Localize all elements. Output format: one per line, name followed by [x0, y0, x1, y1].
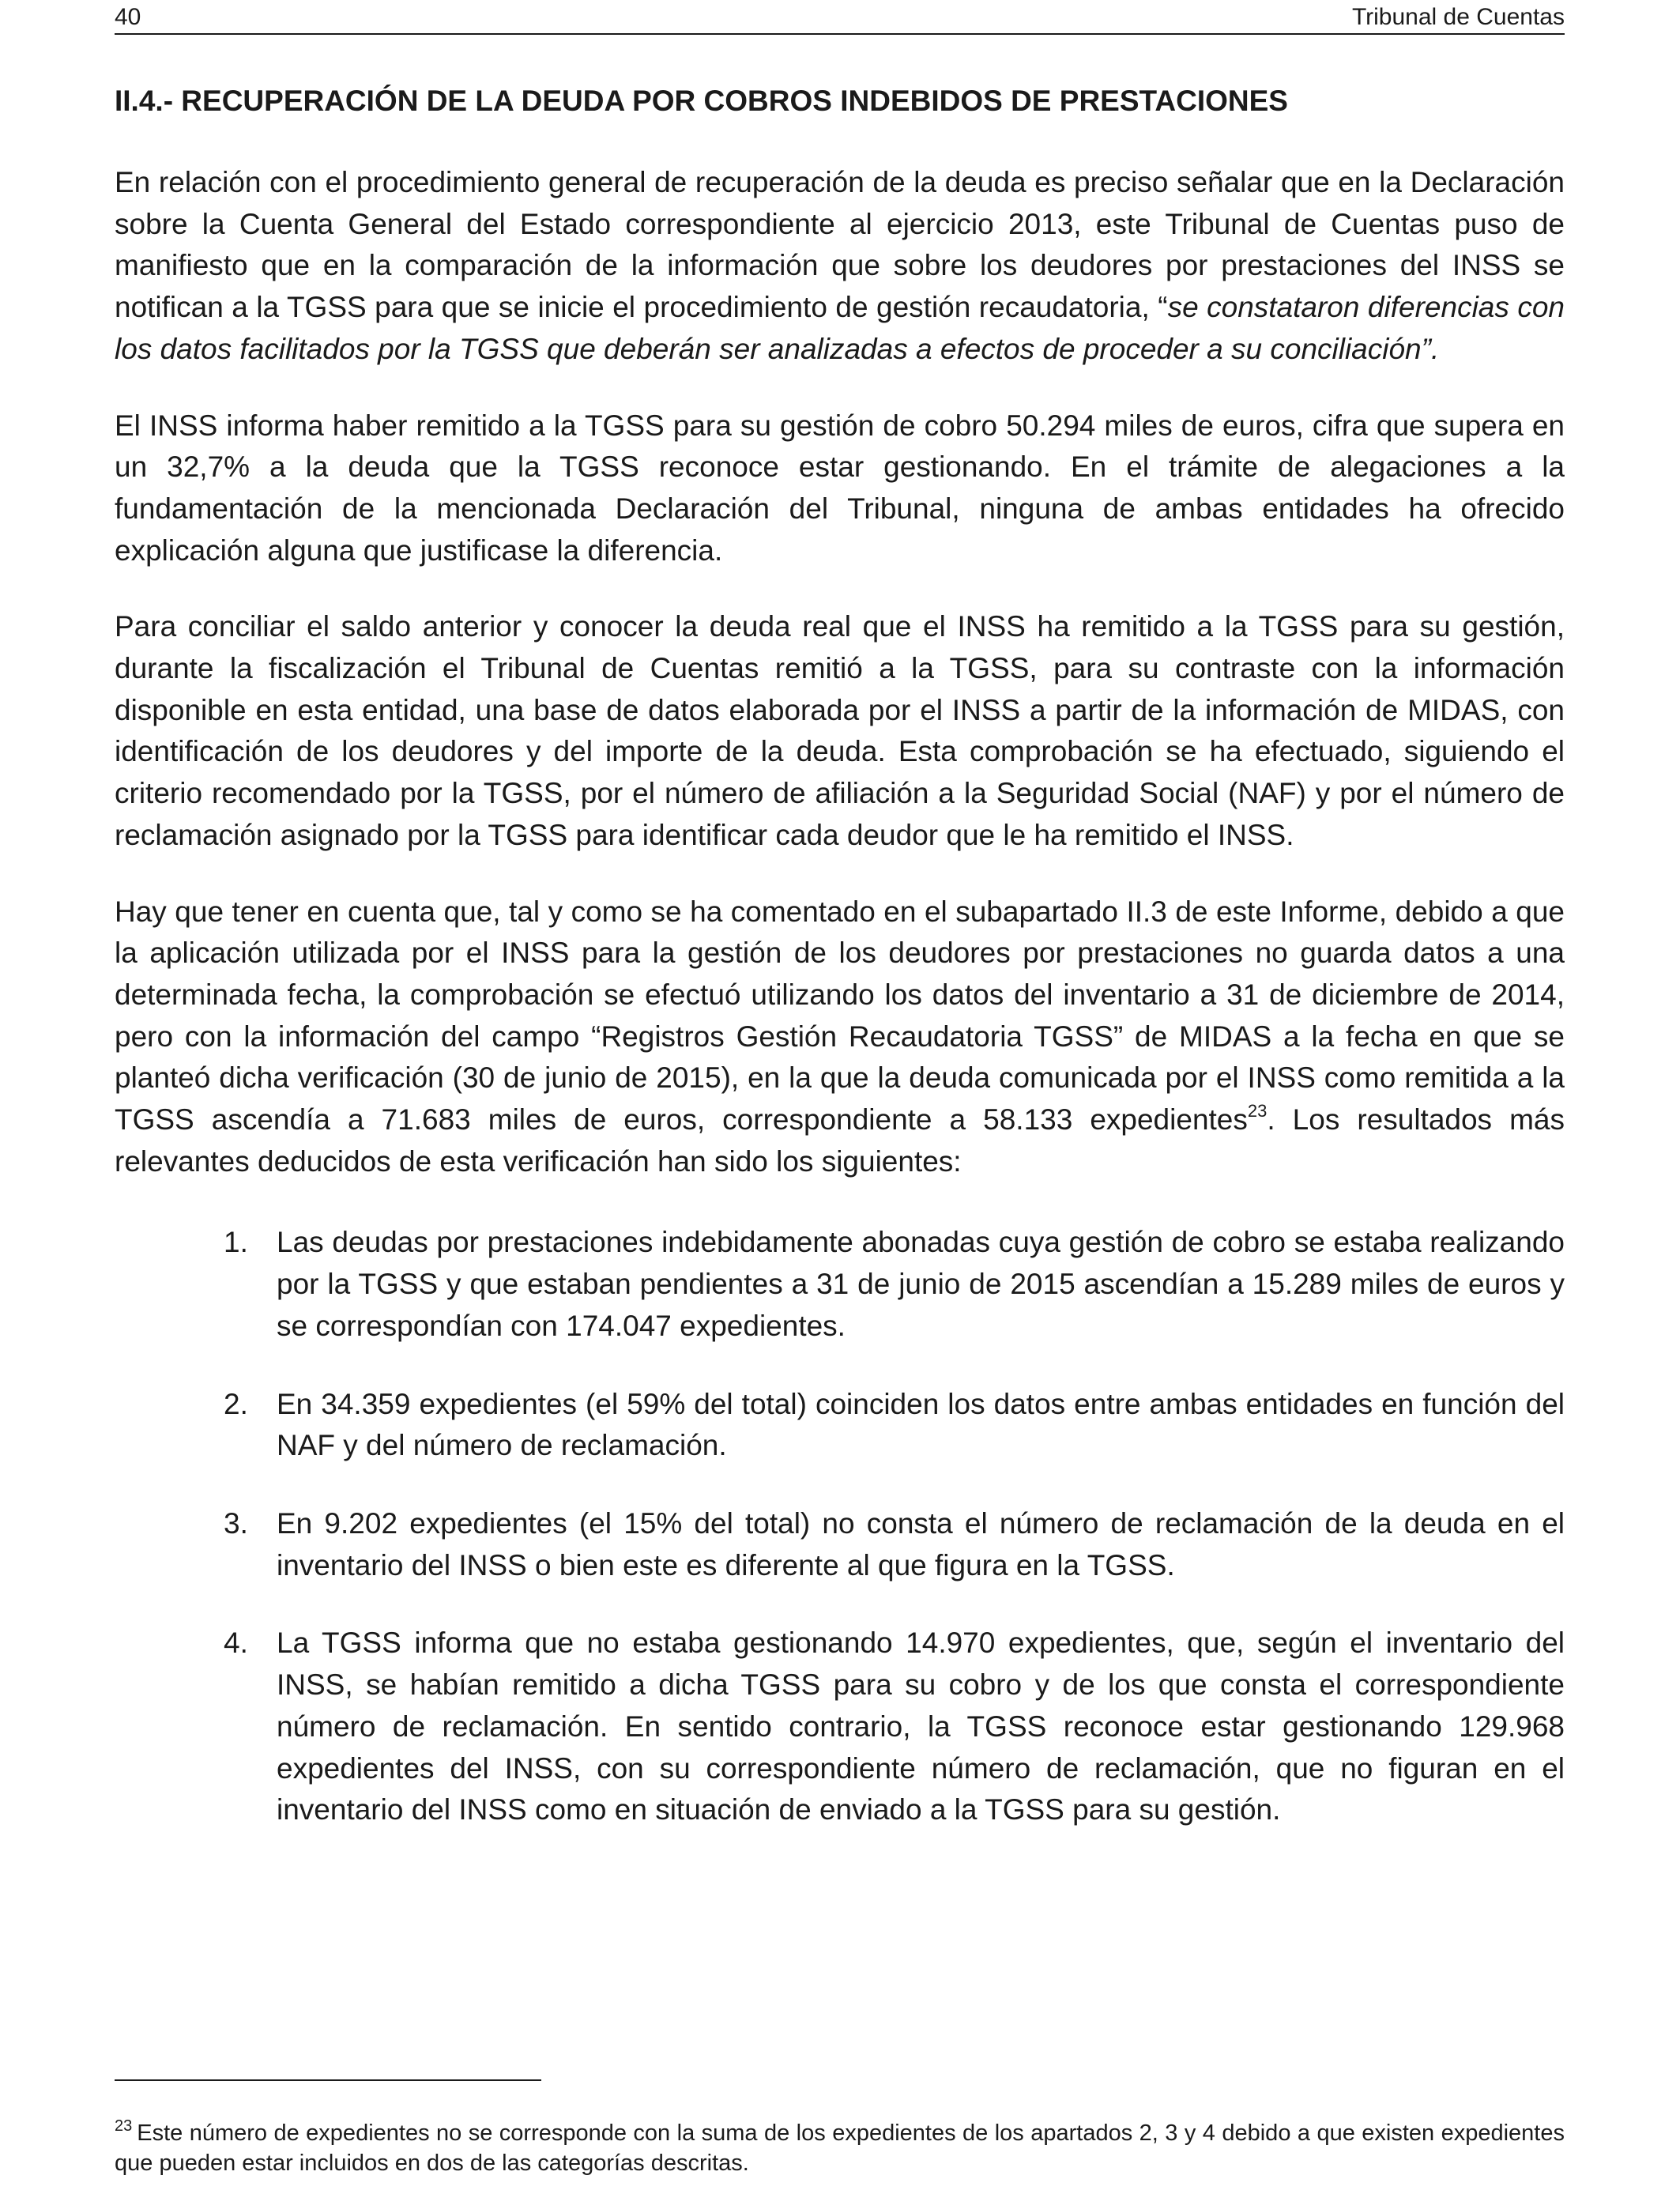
paragraph-4: [115, 892, 1565, 1183]
list-item-number: 3.: [224, 1506, 248, 1540]
results-list: [115, 1222, 1565, 1830]
list-item-text: En 34.359 expedientes (el 59% del total) coinciden los datos entre ambas entidades en función del NAF y del número de reclamación.: [277, 1387, 1565, 1462]
paragraph-1: [115, 162, 1565, 371]
footnote: [115, 2118, 1565, 2178]
list-item-text: En 9.202 expedientes (el 15% del total) no consta el número de reclamación de la deuda en el inventario del INSS o bien este es diferente al que figura en la TGSS.: [277, 1506, 1565, 1581]
paragraph-2: El INSS informa haber remitido a la TGSS para su gestión de cobro 50.294 miles de euros, cifra que supera en un 32,7% a la deuda que la TGSS reconoce estar gestionando. En el trámite de alegaciones a la fundamentación de la mencionada Declaración del Tribunal, ninguna de ambas entidades ha ofrecido explicación alguna que justificase la diferencia.: [115, 409, 1565, 567]
paragraph-4-text-end: . Los resultados más relevantes deducidos de esta verificación han sido los siguientes:: [115, 1103, 1565, 1178]
page-number: 40: [115, 4, 141, 30]
list-item: [115, 1384, 1565, 1467]
list-item-number: 2.: [224, 1387, 248, 1420]
list-item: [115, 1222, 1565, 1347]
paragraph-4-text: Hay que tener en cuenta que, tal y como se ha comentado en el subapartado II.3 de este Informe, debido a que la aplicación utilizada por el INSS para la gestión de los deudores por prestaciones no guarda datos a una determinada fecha, la comprobación se efectuó utilizando los datos del inventario a 31 de diciembre de 2014, pero con la información del campo “Registros Gestión Recaudatoria TGSS” de MIDAS a la fecha en que se planteó dicha verificación (30 de junio de 2015), en la que la deuda comunicada por el INSS como remitida a la TGSS ascendía a 71.683 miles de euros, correspondiente a 58.133 expedientes: [115, 895, 1565, 1137]
footnote-number: 23: [115, 2117, 133, 2135]
body-text: [115, 162, 1565, 1868]
list-item: [115, 1623, 1565, 1831]
list-item-number: 4.: [224, 1627, 248, 1660]
list-item: [115, 1503, 1565, 1586]
running-header: [115, 2, 1565, 35]
list-item-number: 1.: [224, 1226, 248, 1259]
paragraph-1-quote: se constataron diferencias con los datos facilitados por la TGSS que deberán ser analizadas a efectos de proceder a su conciliación”.: [115, 291, 1565, 365]
header-title: Tribunal de Cuentas: [1351, 4, 1565, 30]
footnote-reference[interactable]: 23: [1247, 1101, 1268, 1122]
footnote-text: Este número de expedientes no se corresponde con la suma de los expedientes de los apartados 2, 3 y 4 debido a que existen expedientes que pueden estar incluidos en dos de las categorías descritas.: [115, 2120, 1565, 2176]
footnote-divider: [115, 2079, 541, 2081]
list-item-text: La TGSS informa que no estaba gestionando 14.970 expedientes, que, según el inventario del INSS, se habían remitido a dicha TGSS para su cobro y de los que consta el correspondiente número de reclamación. En sentido contrario, la TGSS reconoce estar gestionando 129.968 expedientes del INSS, con su correspondiente número de reclamación, que no figuran en el inventario del INSS como en situación de enviado a la TGSS para su gestión.: [277, 1627, 1565, 1826]
list-item-text: Las deudas por prestaciones indebidamente abonadas cuya gestión de cobro se estaba realizando por la TGSS y que estaban pendientes a 31 de junio de 2015 ascendían a 15.289 miles de euros y se correspondían con 174.047 expedientes.: [277, 1226, 1565, 1342]
paragraph-1-text: En relación con el procedimiento general de recuperación de la deuda es preciso señalar que en la Declaración sobre la Cuenta General del Estado correspondiente al ejercicio 2013, este Tribunal de Cuentas puso de manifiesto que en la comparación de la información que sobre los deudores por prestaciones del INSS se notifican a la TGSS para que se inicie el procedimiento de gestión recaudatoria, “: [115, 166, 1565, 324]
section-heading: II.4.- RECUPERACIÓN DE LA DEUDA POR COBROS INDEBIDOS DE PRESTACIONES: [115, 85, 1288, 117]
paragraph-3: Para conciliar el saldo anterior y conocer la deuda real que el INSS ha remitido a la TGSS para su gestión, durante la fiscalización el Tribunal de Cuentas remitió a la TGSS, para su contraste con la información disponible en esta entidad, una base de datos elaborada por el INSS a partir de la información de MIDAS, con identificación de los deudores y del importe de la deuda. Esta comprobación se ha efectuado, siguiendo el criterio recomendado por la TGSS, por el número de afiliación a la Seguridad Social (NAF) y por el número de reclamación asignado por la TGSS para identificar cada deudor que le ha remitido el INSS.: [115, 610, 1565, 851]
